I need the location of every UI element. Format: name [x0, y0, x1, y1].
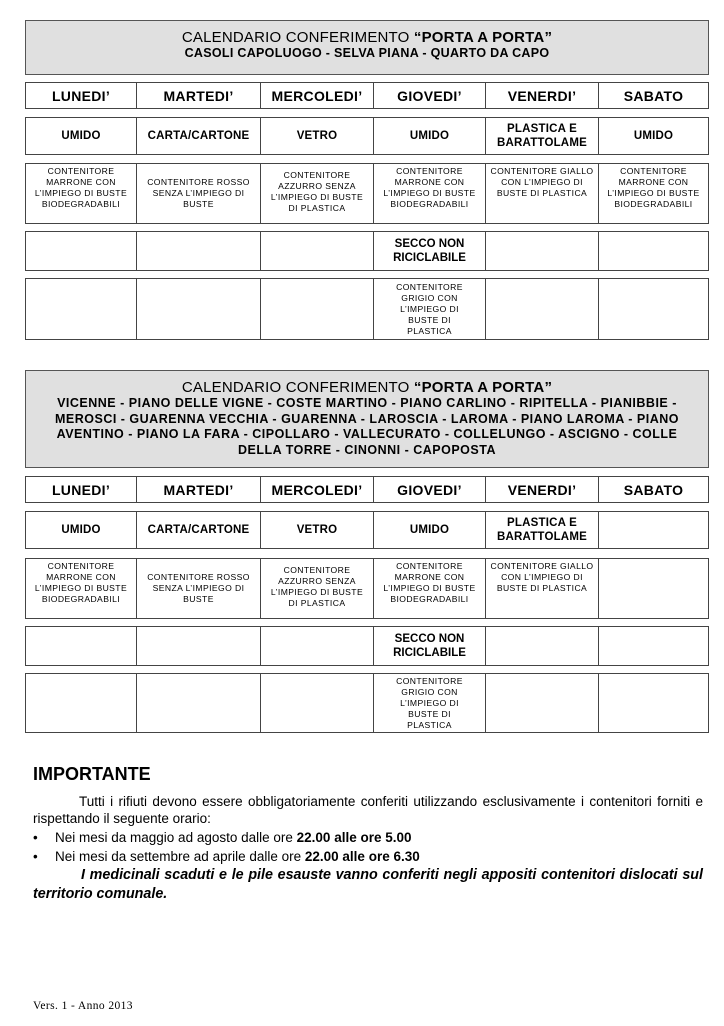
waste-type-cell: CARTA/CARTONE	[137, 511, 261, 549]
container-cell	[599, 558, 709, 619]
schedule-winter: • Nei mesi da settembre ad aprile dalle ore 22.00 alle ore 6.30	[33, 849, 420, 864]
calendar2-header	[25, 370, 709, 468]
secco-container-cell	[25, 673, 137, 733]
secco-cell	[25, 626, 137, 666]
calendar2-secco-row	[25, 626, 709, 666]
container-cell: CONTENITORE ROSSO SENZA L’IMPIEGO DI BUSTE	[137, 558, 261, 619]
calendar1-days-row	[25, 82, 709, 109]
secco-container-cell	[486, 673, 599, 733]
medicine-batteries-note: I medicinali scaduti e le pile esauste vanno conferiti negli appositi contenitori dislocati sul territorio comunale.	[33, 867, 703, 902]
day-saturday: SABATO	[599, 476, 709, 503]
waste-type-cell: VETRO	[261, 117, 374, 155]
day-friday: VENERDI’	[486, 82, 599, 109]
calendar1-types-row	[25, 117, 709, 155]
calendar2-areas: VICENNE - PIANO DELLE VIGNE - COSTE MARTINO - PIANO CARLINO - RIPITELLA - PIANIBBIE - MEROSCI - GUARENNA VECCHIA - GUARENNA - LAROSCIA - LAROMA - PIANO LAROMA - PIANO AVENTINO - PIANO LA FARA - CIPOLLARO - VALLECURATO - COLLELUNGO - ASCIGNO - COLLE DELLA TORRE - CINONNI - CAPOPOSTA	[54, 396, 679, 457]
container-cell: CONTENITORE MARRONE CON L’IMPIEGO DI BUSTE BIODEGRADABILI	[25, 558, 137, 619]
day-monday: LUNEDI’	[25, 476, 137, 503]
day-thursday: GIOVEDI’	[374, 476, 486, 503]
secco-container-cell	[261, 278, 374, 340]
secco-cell	[486, 231, 599, 271]
schedule-list	[33, 828, 703, 866]
version-footer: Vers. 1 - Anno 2013	[33, 1000, 133, 1012]
schedule-summer: • Nei mesi da maggio ad agosto dalle ore 22.00 alle ore 5.00	[33, 830, 412, 845]
secco-container-cell	[137, 278, 261, 340]
secco-cell	[137, 626, 261, 666]
calendar2-title: CALENDARIO CONFERIMENTO “PORTA A PORTA”	[181, 379, 553, 396]
secco-container-cell	[599, 278, 709, 340]
secco-cell	[599, 231, 709, 271]
container-cell: CONTENITORE GIALLO CON L’IMPIEGO DI BUSTE DI PLASTICA	[486, 558, 599, 619]
waste-type-cell: UMIDO	[599, 117, 709, 155]
container-cell: CONTENITORE AZZURRO SENZA L’IMPIEGO DI BUSTE DI PLASTICA	[261, 558, 374, 619]
calendar2-containers-row	[25, 558, 709, 619]
day-tuesday: MARTEDI’	[137, 476, 261, 503]
day-tuesday: MARTEDI’	[137, 82, 261, 109]
important-paragraph: Tutti i rifiuti devono essere obbligatoriamente conferiti utilizzando esclusivamente i contenitori forniti e rispettando il seguente orario:	[33, 794, 703, 826]
secco-cell	[261, 626, 374, 666]
day-wednesday: MERCOLEDI’	[261, 476, 374, 503]
secco-cell	[599, 626, 709, 666]
calendar1-containers-row	[25, 163, 709, 224]
secco-cell	[25, 231, 137, 271]
secco-container-cell	[261, 673, 374, 733]
calendar1-title: CALENDARIO CONFERIMENTO “PORTA A PORTA”	[181, 29, 553, 46]
secco-cell	[137, 231, 261, 271]
day-thursday: GIOVEDI’	[374, 82, 486, 109]
secco-container-cell	[25, 278, 137, 340]
day-saturday: SABATO	[599, 82, 709, 109]
day-monday: LUNEDI’	[25, 82, 137, 109]
secco-container-cell: CONTENITORE GRIGIO CON L’IMPIEGO DI BUSTE DI PLASTICA	[374, 278, 486, 340]
bullet-icon: •	[33, 849, 38, 864]
secco-cell: SECCO NON RICICLABILE	[374, 231, 486, 271]
waste-type-cell: UMIDO	[25, 117, 137, 155]
waste-type-cell: UMIDO	[374, 117, 486, 155]
secco-container-cell: CONTENITORE GRIGIO CON L’IMPIEGO DI BUSTE DI PLASTICA	[374, 673, 486, 733]
calendar1-secco-row	[25, 231, 709, 271]
secco-cell: SECCO NON RICICLABILE	[374, 626, 486, 666]
day-wednesday: MERCOLEDI’	[261, 82, 374, 109]
calendar2-secco-containers-row	[25, 673, 709, 733]
waste-type-cell: UMIDO	[374, 511, 486, 549]
waste-type-cell: PLASTICA E BARATTOLAME	[486, 511, 599, 549]
secco-cell	[486, 626, 599, 666]
waste-type-cell: UMIDO	[25, 511, 137, 549]
secco-cell	[261, 231, 374, 271]
important-heading: IMPORTANTE	[33, 764, 151, 784]
calendar1-areas: CASOLI CAPOLUOGO - SELVA PIANA - QUARTO DA CAPO	[184, 46, 550, 60]
container-cell: CONTENITORE MARRONE CON L’IMPIEGO DI BUSTE BIODEGRADABILI	[374, 558, 486, 619]
secco-container-cell	[137, 673, 261, 733]
secco-container-cell	[599, 673, 709, 733]
calendar1-secco-containers-row	[25, 278, 709, 340]
bullet-icon: •	[33, 830, 38, 845]
waste-type-cell: PLASTICA E BARATTOLAME	[486, 117, 599, 155]
container-cell: CONTENITORE GIALLO CON L’IMPIEGO DI BUSTE DI PLASTICA	[486, 163, 599, 224]
container-cell: CONTENITORE ROSSO SENZA L’IMPIEGO DI BUSTE	[137, 163, 261, 224]
container-cell: CONTENITORE MARRONE CON L’IMPIEGO DI BUSTE BIODEGRADABILI	[599, 163, 709, 224]
waste-type-cell: VETRO	[261, 511, 374, 549]
container-cell: CONTENITORE MARRONE CON L’IMPIEGO DI BUSTE BIODEGRADABILI	[25, 163, 137, 224]
waste-type-cell: CARTA/CARTONE	[137, 117, 261, 155]
calendar2-days-row	[25, 476, 709, 503]
waste-type-cell	[599, 511, 709, 549]
container-cell: CONTENITORE MARRONE CON L’IMPIEGO DI BUSTE BIODEGRADABILI	[374, 163, 486, 224]
container-cell: CONTENITORE AZZURRO SENZA L’IMPIEGO DI BUSTE DI PLASTICA	[261, 163, 374, 224]
calendar2-types-row	[25, 511, 709, 549]
calendar1-header	[25, 20, 709, 75]
day-friday: VENERDI’	[486, 476, 599, 503]
secco-container-cell	[486, 278, 599, 340]
